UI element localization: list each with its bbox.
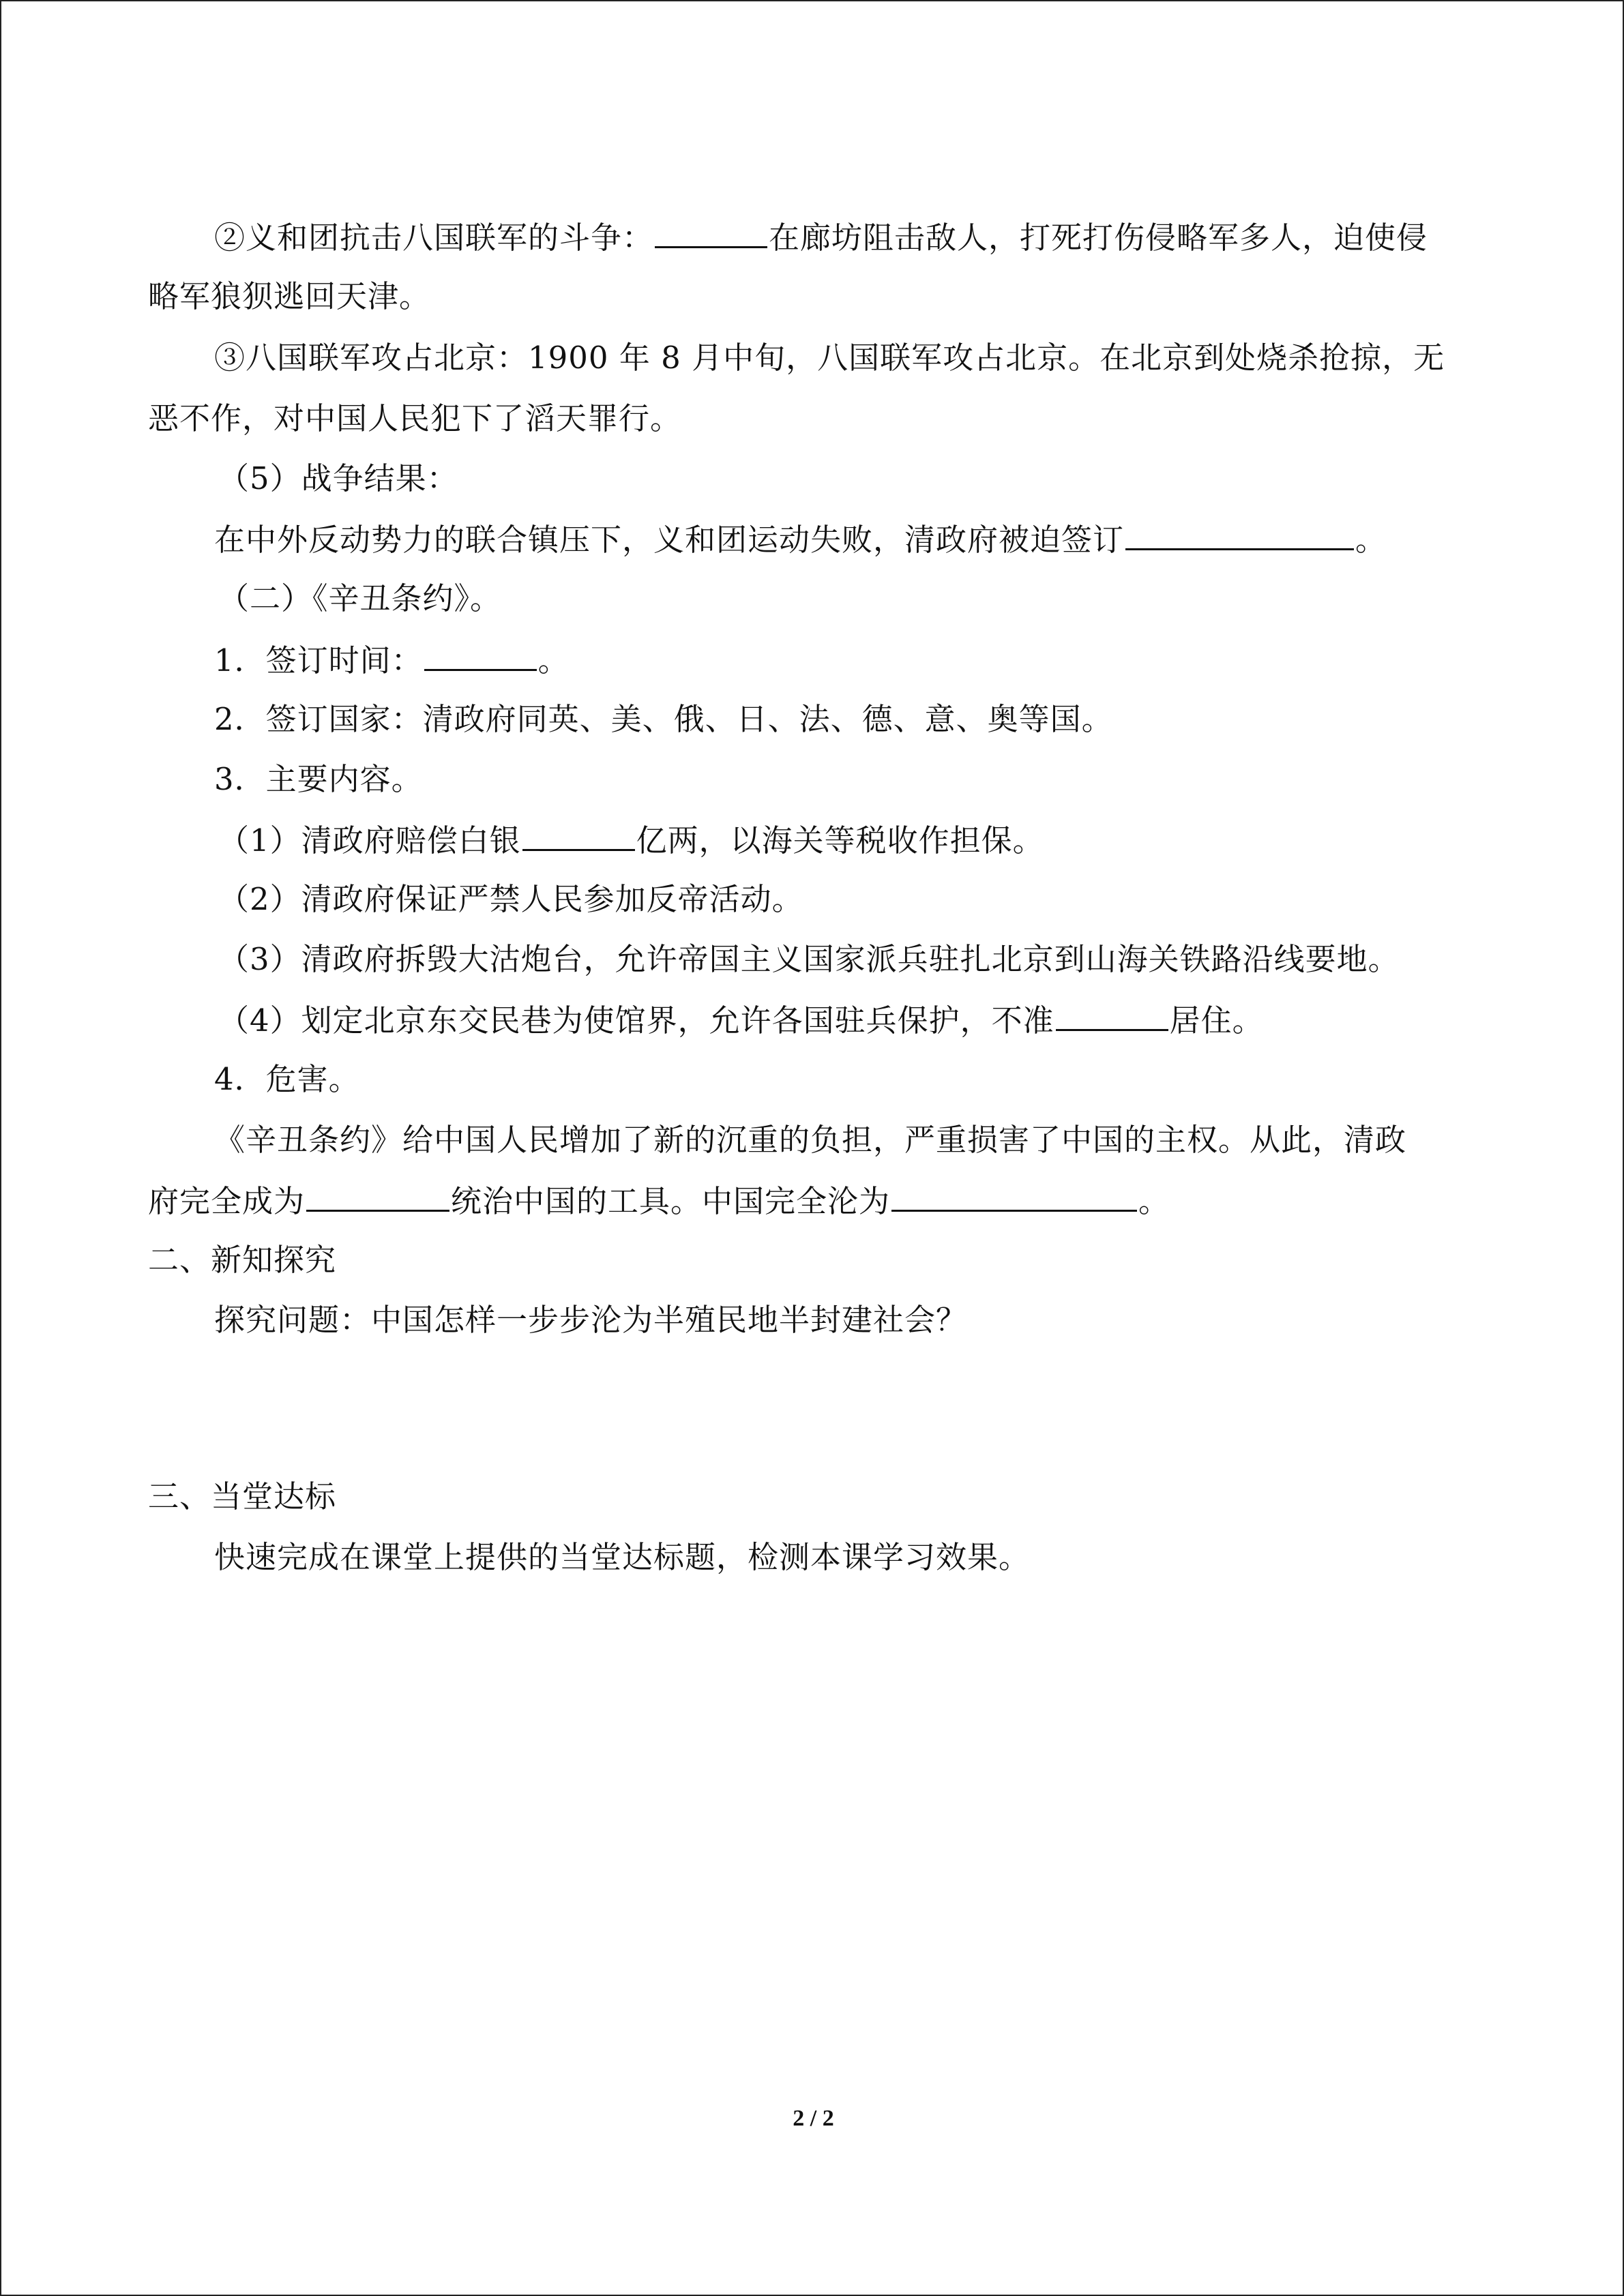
text-segment: 。 [1138,1183,1170,1219]
fill-in-blank[interactable] [1056,999,1168,1031]
text-segment: 府完全成为 [148,1183,306,1219]
text-segment: 1．签订时间： [214,642,423,679]
text-line [214,216,1428,258]
text-line [214,518,1387,561]
text-line [214,639,570,681]
text-line: ③八国联军攻占北京：1900 年 8 月中旬，八国联军攻占北京。在北京到处烧杀抢掠，无 [214,340,1445,376]
text-line: 2．签订国家：清政府同英、美、俄、日、法、德、意、奥等国。 [214,701,1113,737]
text-segment: 。 [1355,522,1387,558]
text-segment: 统治中国的工具。中国完全沦为 [451,1183,891,1219]
text-line: 3．主要内容。 [214,761,423,797]
fill-in-blank[interactable] [522,819,635,851]
text-line: （5）战争结果： [218,460,458,496]
text-line: 略军狼狈逃回天津。 [148,278,431,314]
fill-in-blank[interactable] [891,1180,1137,1212]
text-line: 4．危害。 [214,1061,360,1097]
text-line: 探究问题：中国怎样一步步沦为半殖民地半封建社会？ [214,1302,968,1338]
fill-in-blank[interactable] [1125,518,1354,550]
text-segment: 。 [537,642,570,679]
text-line: 快速完成在课堂上提供的当堂达标题，检测本课学习效果。 [214,1539,1031,1575]
text-segment: 在中外反动势力的联合镇压下，义和团运动失败，清政府被迫签订 [214,522,1125,558]
text-line: （2）清政府保证严禁人民参加反帝活动。 [218,881,803,917]
text-line [148,1180,1170,1222]
text-line: 《辛丑条约》给中国人民增加了新的沉重的负担，严重损害了中国的主权。从此，清政 [214,1122,1407,1158]
text-segment: 在廊坊阻击敌人，打死打伤侵略军多人，迫使侵 [769,220,1428,256]
text-line: 恶不作，对中国人民犯下了滔天罪行。 [148,400,682,436]
text-segment: （4）划定北京东交民巷为使馆界，允许各国驻兵保护，不准 [218,1002,1054,1039]
text-segment: ②义和团抗击八国联军的斗争： [214,220,654,256]
section-heading: （二）《辛丑条约》。 [218,580,502,616]
text-line [218,819,1044,861]
text-segment: 居住。 [1169,1002,1264,1039]
fill-in-blank[interactable] [306,1180,449,1212]
section-heading: 二、新知探究 [148,1242,337,1278]
page-number: 2 / 2 [793,2106,834,2131]
section-heading: 三、当堂达标 [148,1478,337,1515]
fill-in-blank[interactable] [424,639,537,671]
fill-in-blank[interactable] [655,216,767,248]
text-line: （3）清政府拆毁大沽炮台，允许帝国主义国家派兵驻扎北京到山海关铁路沿线要地。 [218,941,1400,977]
text-segment: （1）清政府赔偿白银 [218,822,521,859]
text-line [218,999,1264,1041]
text-segment: 亿两，以海关等税收作担保。 [636,822,1044,859]
